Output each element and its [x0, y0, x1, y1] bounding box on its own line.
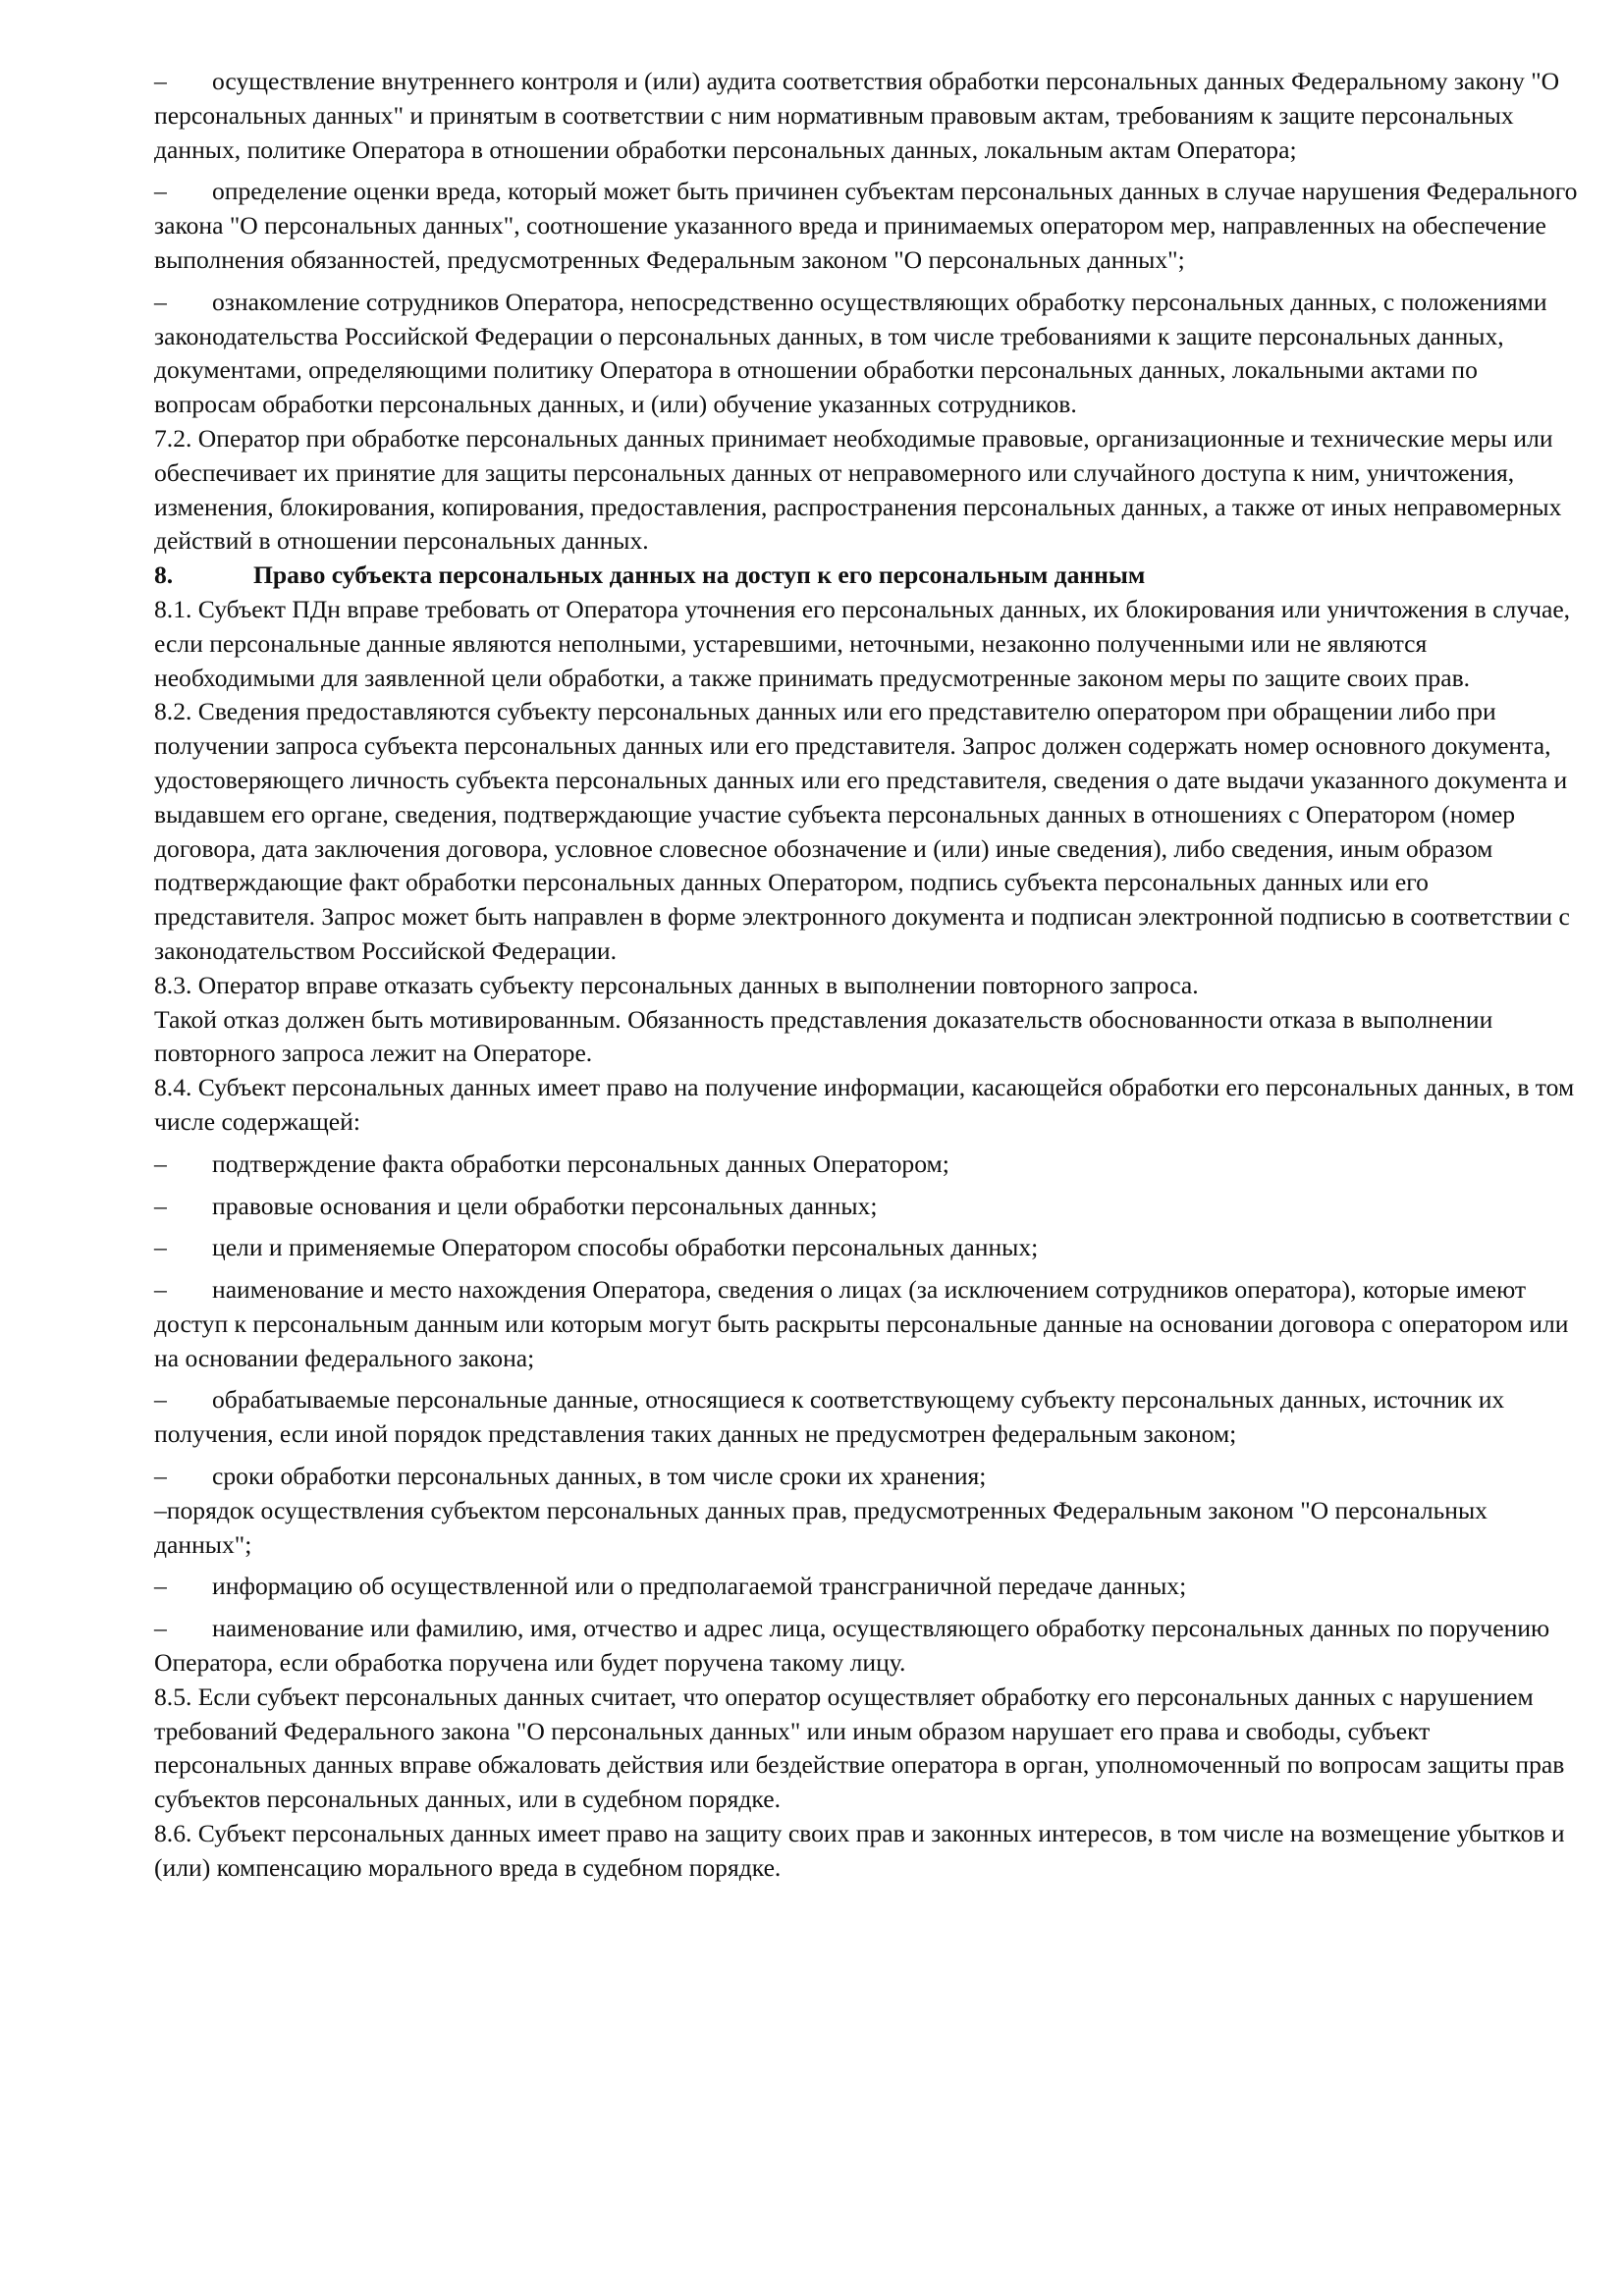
dash-marker: –: [154, 1385, 167, 1415]
bullet-item: – наименование или фамилию, имя, отчество и адрес лица, осуществляющего обработку персональных данных по поручению Оператора, если обработка поручена или будет поручена такому лицу.: [154, 1614, 1550, 1678]
section-title: Право субъекта персональных данных на доступ к его персональным данным: [253, 561, 1146, 590]
paragraph-8-6: 8.6. Субъект персональных данных имеет право на защиту своих прав и законных интересов, в том числе на возмещение убытков и (или) компенсацию морального вреда в судебном порядке.: [154, 1819, 1565, 1882]
dash-marker: –: [154, 177, 167, 206]
document-page: [154, 65, 1580, 1886]
paragraph-7-2: 7.2. Оператор при обработке персональных данных принимает необходимые правовые, организационные и технические меры или обеспечивает их принятие для защиты персональных данных от неправомерного или случайного доступа к ним, уничтожения, изменения, блокирования, копирования, предоставления, распространения персональных данных, а также от иных неправомерных действий в отношении персональных данных.: [154, 423, 1562, 556]
bullet-item: – цели и применяемые Оператором способы обработки персональных данных;: [154, 1231, 1580, 1265]
paragraph-8-5: 8.5. Если субъект персональных данных считает, что оператор осуществляет обработку его персональных данных с нарушением требований Федерального закона "О персональных данных" или иным образом нарушает его права и свободы, субъект персональных данных вправе обжаловать действия или бездействие оператора в орган, уполномоченный по вопросам защиты прав субъектов персональных данных, или в судебном порядке.: [154, 1682, 1565, 1814]
bullet-item: – обрабатываемые персональные данные, относящиеся к соответствующему субъекту персональных данных, источник их получения, если иной порядок представления таких данных не предусмотрен федеральным законом;: [154, 1385, 1505, 1449]
dash-marker: –: [154, 1572, 167, 1601]
paragraph-8-1: 8.1. Субъект ПДн вправе требовать от Оператора уточнения его персональных данных, их блокирования или уничтожения в случае, если персональные данные являются неполными, устаревшими, неточными, незаконно полученными или не являются необходимыми для заявленной цели обработки, а также принимать предусмотренные законом меры по защите своих прав.: [154, 594, 1571, 692]
bullet-item: – осуществление внутреннего контроля и (или) аудита соответствия обработки персональных данных Федеральному закону "О персональных данных" и принятым в соответствии с ним нормативным правовым актам, требованиям к защите персональных данных, политике Оператора в отношении обработки персональных данных, локальным актам Оператора;: [154, 67, 1560, 164]
dash-marker: –: [154, 1233, 167, 1262]
bullet-item: – наименование и место нахождения Оператора, сведения о лицах (за исключением сотрудников оператора), которые имеют доступ к персональным данным или которым могут быть раскрыты персональные данные на основании договора с оператором или на основании федерального закона;: [154, 1275, 1569, 1372]
paragraph-8-2: 8.2. Сведения предоставляются субъекту персональных данных или его представителю оператором при обращении либо при получении запроса субъекта персональных данных или его представителя. Запрос должен содержать номер основного документа, удостоверяющего личность субъекта персональных данных или его представителя, сведения о дате выдачи указанного документа и выдавшем его органе, сведения, подтверждающие участие субъекта персональных данных в отношениях с Оператором (номер договора, дата заключения договора, условное словесное обозначение и (или) иные сведения), либо сведения, иным образом подтверждающие факт обработки персональных данных Оператором, подпись субъекта персональных данных или его представителя. Запрос может быть направлен в форме электронного документа и подписан электронной подписью в соответствии с законодательством Российской Федерации.: [154, 697, 1570, 965]
bullet-item: – информацию об осуществленной или о предполагаемой трансграничной передаче данных;: [154, 1570, 1580, 1604]
bullet-item: – ознакомление сотрудников Оператора, непосредственно осуществляющих обработку персональных данных, с положениями законодательства Российской Федерации о персональных данных, в том числе требованиями к защите персональных данных, документами, определяющими политику Оператора в отношении обработки персональных данных, локальными актами по вопросам обработки персональных данных, и (или) обучение указанных сотрудников.: [154, 287, 1547, 419]
bullet-item: – правовые основания и цели обработки персональных данных;: [154, 1190, 1580, 1224]
dash-marker: –: [154, 67, 167, 95]
paragraph-8-3: 8.3. Оператор вправе отказать субъекту персональных данных в выполнении повторного запроса.: [154, 970, 1199, 999]
dash-marker: –: [154, 1191, 167, 1220]
section-heading-8: [154, 559, 1580, 593]
section-number: 8.: [154, 561, 174, 590]
bullet-item: – подтверждение факта обработки персональных данных Оператором;: [154, 1148, 1580, 1182]
dash-marker: –: [154, 1462, 167, 1491]
paragraph-8-4: 8.4. Субъект персональных данных имеет право на получение информации, касающейся обработки его персональных данных, в том числе содержащей:: [154, 1073, 1575, 1136]
dash-marker: –: [154, 287, 167, 316]
paragraph-8-3-continued: Такой отказ должен быть мотивированным. Обязанность представления доказательств обоснованности отказа в выполнении повторного запроса лежит на Операторе.: [154, 1004, 1493, 1068]
bullet-item: – определение оценки вреда, который может быть причинен субъектам персональных данных в случае нарушения Федерального закона "О персональных данных", соотношение указанного вреда и принимаемых оператором мер, направленных на обеспечение выполнения обязанностей, предусмотренных Федеральным законом "О персональных данных";: [154, 177, 1578, 274]
dash-marker: –: [154, 1614, 167, 1643]
dash-marker: –: [154, 1275, 167, 1305]
bullet-item: – сроки обработки персональных данных, в том числе сроки их хранения;: [154, 1460, 1580, 1494]
dash-marker: –: [154, 1148, 167, 1178]
paragraph-order-rights: –порядок осуществления субъектом персональных данных прав, предусмотренных Федеральным законом "О персональных данных";: [154, 1495, 1488, 1559]
